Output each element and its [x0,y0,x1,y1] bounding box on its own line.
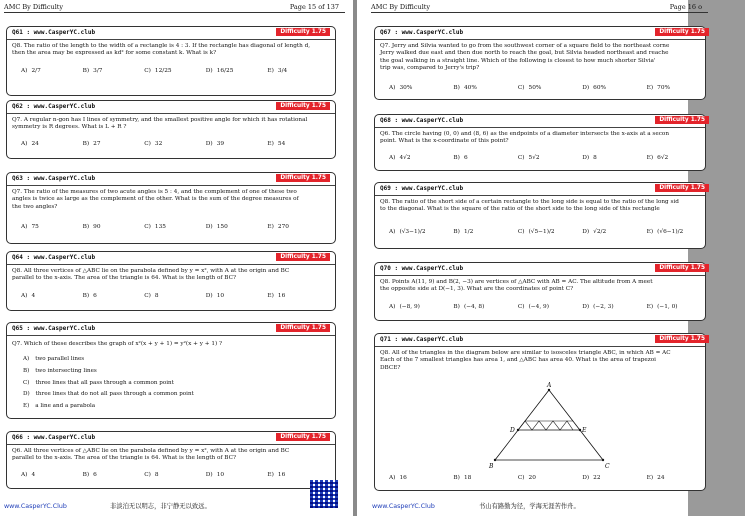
choice-b: B) 90 [82,224,101,230]
question-line: Q6. The circle having (0, 0) and (8, 6) as the endpoints of a diameter intersects the x-axis at a secon [380,131,669,137]
choice-e: E) (√6−1)/2 [646,229,684,235]
question-card-q64 [6,251,336,311]
choice-e: E) (−1, 0) [646,304,678,310]
left-page [0,0,353,516]
choice-c: C) 12/25 [144,68,172,74]
question-card-q61 [6,26,336,96]
question-line: Q8. All three vertices of △ABC lie on the parabola defined by y = x², with A at the origin and BC [12,268,290,274]
qr-code-icon [310,480,338,508]
question-line: Q8. The ratio of the short side of a certain rectangle to the long side is equal to the ratio of the long sid [380,199,679,205]
question-text [380,279,745,294]
label-b: B [489,463,494,470]
difficulty-badge: Difficulty 1.75 [276,324,330,332]
difficulty-badge: Difficulty 1.75 [276,28,330,36]
question-text [12,189,329,211]
question-text [12,448,329,463]
difficulty-badge: Difficulty 1.75 [655,28,709,36]
point-b [494,459,496,461]
choice-c: C) 5√2 [517,155,540,161]
question-id[interactable]: Q68 : www.CasperYC.club [380,117,464,124]
question-line: Q7. A regular n-gon has I lines of symmetry, and the smallest positive angle for which it has rotational [12,117,308,123]
question-card-q65 [6,322,336,419]
answer-choices [389,85,711,91]
difficulty-badge: Difficulty 1.75 [276,433,330,441]
choice-b: B) 18 [453,475,472,481]
choice-c: C) 8 [144,293,159,299]
difficulty-badge: Difficulty 1.75 [655,116,709,124]
choice-a: A) 4 [21,472,36,478]
question-text [380,131,745,146]
point-a [548,389,550,391]
question-card-q67 [374,26,706,100]
choice-d: D) 22 [582,475,601,481]
choice-d: D) √2/2 [582,229,607,235]
question-line: Q7. Which of these describes the graph of x²(x + y + 1) = y²(x + y + 1) ? [12,341,223,347]
question-id[interactable]: Q66 : www.CasperYC.club [12,434,96,441]
header-title: AMC By Difficulty [371,3,431,11]
choice-b: B) 1/2 [453,229,474,235]
choice-d: D) 150 [205,224,228,230]
question-id[interactable]: Q62 : www.CasperYC.club [12,103,96,110]
choice-e: E) 270 [267,224,289,230]
choice-b: B) 40% [453,85,477,91]
choice-b: B) 27 [82,141,101,147]
choice-c: C) three lines that all pass through a common point [23,379,174,386]
question-line: Each of the 7 smallest triangles has area 1, and △ABC has area 40. What is the area of trapezoi [380,357,656,364]
choice-d: D) 39 [205,141,225,147]
footer-site-link[interactable]: www.CasperYC.Club [372,503,435,510]
choice-e: E) 54 [267,141,286,147]
choice-a: A) 4 [21,293,36,299]
header-page-number: Page 15 of 137 [289,3,339,11]
question-line: trip was, compared to Jerry's trip? [380,65,480,72]
point-c [602,459,604,461]
answer-choices [389,229,711,235]
choice-c: C) 8 [144,472,159,478]
choice-a: A) (−8, 9) [389,304,420,310]
choice-c: C) 20 [517,475,536,481]
choice-a: A) 30% [389,85,413,91]
choice-d: D) 8 [582,155,597,161]
difficulty-badge: Difficulty 1.75 [276,102,330,110]
difficulty-badge: Difficulty 1.75 [655,335,709,343]
answer-choices [21,224,329,230]
choice-e: E) 70% [646,85,671,91]
question-id[interactable]: Q63 : www.CasperYC.club [12,175,96,182]
similar-triangles-diagram [475,382,625,472]
choice-b: B) 6 [82,293,97,299]
question-line: point. What is the x-coordinate of this point? [380,138,509,145]
choice-a: A) 4√2 [389,155,411,161]
difficulty-badge: Difficulty 1.75 [276,174,330,182]
choice-b: B) (−4, 8) [453,304,485,310]
choice-e: E) 16 [267,293,286,299]
question-text [380,350,745,372]
question-id[interactable]: Q61 : www.CasperYC.club [12,29,96,36]
question-card-q71 [374,333,706,491]
footer-motto: 书山有路勤为径，学海无涯苦作舟。 [479,503,580,510]
question-card-q69 [374,182,706,249]
question-line: the goal walking in a straight line. Which of the following is closest to how much shorter Silvia' [380,57,656,64]
question-line: the two angles? [12,203,58,210]
point-e [579,429,581,431]
question-text [12,341,329,348]
question-text [380,43,745,73]
question-id[interactable]: Q71 : www.CasperYC.club [380,336,464,343]
answer-choices [21,141,329,147]
triangle-abc [495,390,603,460]
choice-c: C) 50% [517,85,542,91]
choice-b: B) 6 [453,155,468,161]
question-text [380,199,745,214]
choice-a: A) 24 [21,141,39,147]
question-id[interactable]: Q64 : www.CasperYC.club [12,254,96,261]
question-line: Q7. Jerry and Silvia wanted to go from the southwest corner of a square field to the northeast corne [380,43,670,49]
choice-a: A) two parallel lines [23,356,85,362]
question-line: Q8. All of the triangles in the diagram below are similar to isosceles triangle ABC, in which AB = AC [380,350,671,356]
choice-c: C) 135 [144,224,166,230]
answer-choices [21,293,329,299]
page-header [4,3,345,13]
question-id[interactable]: Q65 : www.CasperYC.club [12,325,96,332]
choice-c: C) (−4, 9) [517,304,549,310]
choice-e: E) a line and a parabola [23,403,96,410]
choice-d: D) 16/25 [205,68,234,74]
footer-site-link[interactable]: www.CasperYC.Club [4,503,67,510]
choice-e: E) 16 [267,472,286,478]
question-line: then the area may be expressed as kd² for some constant k. What is k? [12,50,217,57]
choice-b: B) two intersecting lines [23,367,97,374]
question-line: symmetry is R degrees. What is L + R ? [12,124,127,131]
question-card-q70 [374,262,706,321]
small-triangles [518,421,573,430]
question-line: DBCE? [380,364,401,371]
question-line: to the diagonal. What is the square of the ratio of the short side to the long side of this rectangle [380,206,660,213]
choice-e: E) 3/4 [267,68,288,74]
answer-choices-list [23,354,194,413]
question-line: Jerry walked due east and then due north to reach the goal, but Silvia headed northeast and reache [380,50,669,57]
header-page-number: Page 16 o [669,3,702,11]
difficulty-badge: Difficulty 1.75 [655,264,709,272]
question-line: Q8. The ratio of the length to the width of a rectangle is 4 : 3. If the rectangle has diagonal of length d, [12,43,311,49]
answer-choices [21,472,329,478]
choice-d: D) 10 [205,293,225,299]
question-id[interactable]: Q70 : www.CasperYC.club [380,265,464,272]
difficulty-badge: Difficulty 1.75 [655,184,709,192]
choice-d: D) 60% [582,85,607,91]
page-header [371,3,708,13]
label-d: D [510,427,515,434]
question-line: Q7. The ratio of the measures of two acute angles is 5 : 4, and the complement of one of these two [12,189,297,195]
header-title: AMC By Difficulty [4,3,64,11]
footer-motto: 非淡泊无以明志，非宁静无以致远。 [110,503,211,510]
choice-d: D) 10 [205,472,225,478]
answer-choices [389,155,711,161]
label-a: A [547,382,552,389]
label-c: C [605,463,610,470]
choice-e: E) 24 [646,475,665,481]
question-text [12,117,329,132]
question-card-q68 [374,114,706,171]
choice-b: B) 3/7 [82,68,103,74]
choice-d: D) three lines that do not all pass through a common point [23,391,194,398]
question-line: Q6. All three vertices of △ABC lie on the parabola defined by y = x², with A at the origin and BC [12,448,290,454]
question-id[interactable]: Q69 : www.CasperYC.club [380,185,464,192]
question-line: Q8. Points A(11, 9) and B(2, −3) are vertices of △ABC with AB = AC. The altitude from A meet [380,279,653,285]
answer-choices [389,304,711,310]
question-line: angles is twice as large as the complement of the other. What is the sum of the degree measures of [12,196,299,203]
question-line: parallel to the x-axis. The area of the triangle is 64. What is the length of BC? [12,275,236,282]
choice-c: C) (√5−1)/2 [517,229,555,235]
question-card-q62 [6,100,336,159]
question-id[interactable]: Q67 : www.CasperYC.club [380,29,464,36]
answer-choices [21,68,329,74]
choice-a: A) 16 [389,475,407,481]
right-page [357,0,705,516]
choice-a: A) 2/7 [21,68,41,74]
question-card-q66 [6,431,336,489]
difficulty-badge: Difficulty 1.75 [276,253,330,261]
choice-a: A) 75 [21,224,39,230]
question-text [12,268,329,283]
question-line: the opposite side at D(−1, 3). What are the coordinates of point C? [380,286,574,293]
choice-d: D) (−2, 3) [582,304,614,310]
choice-b: B) 6 [82,472,97,478]
choice-c: C) 32 [144,141,163,147]
label-e: E [582,427,587,434]
question-line: parallel to the x-axis. The area of the triangle is 64. What is the length of BC? [12,455,236,462]
question-text [12,43,329,58]
choice-e: E) 6√2 [646,155,669,161]
choice-a: A) (√3−1)/2 [389,229,426,235]
answer-choices [389,475,711,481]
question-card-q63 [6,172,336,244]
point-d [517,429,519,431]
